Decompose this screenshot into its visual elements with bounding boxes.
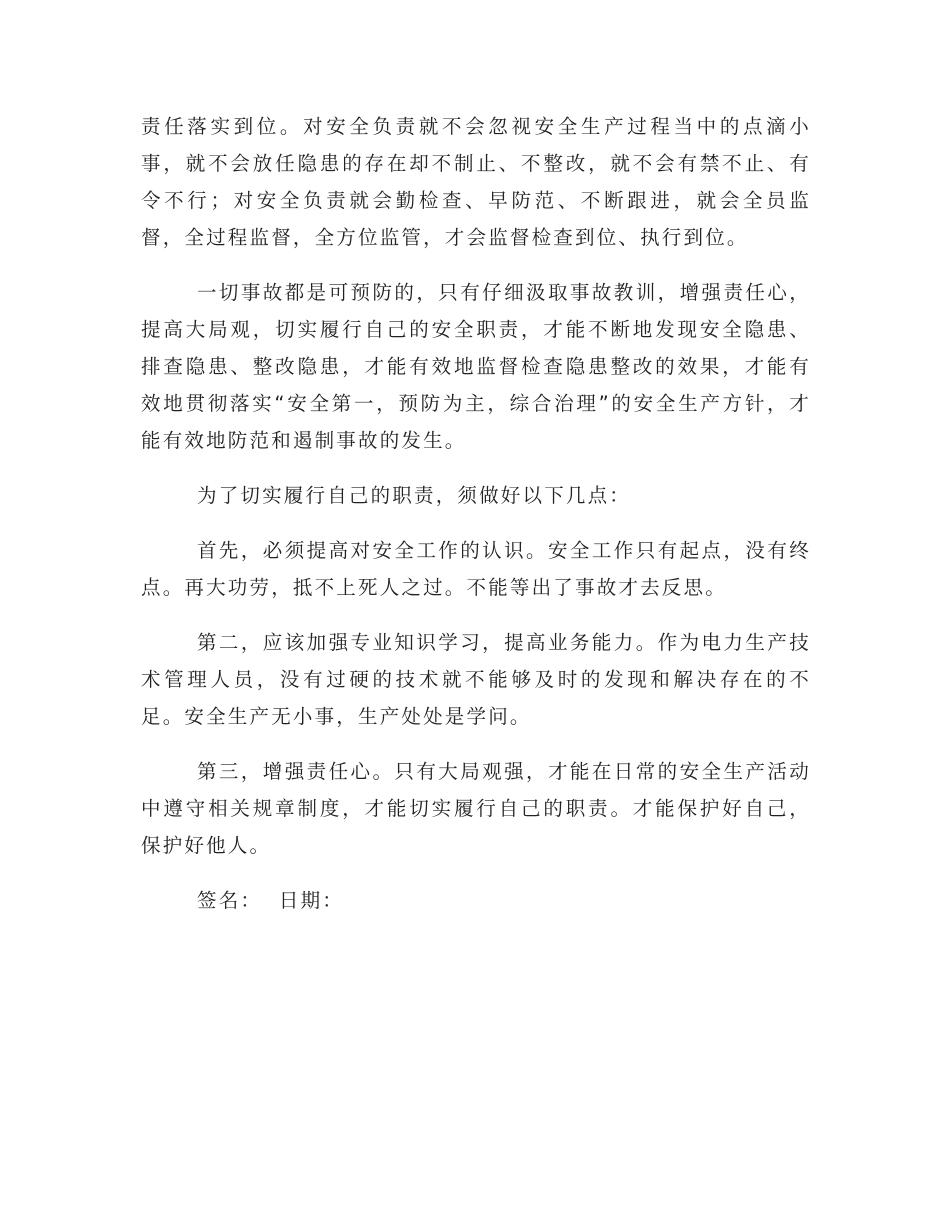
paragraph-duties-intro: 为了切实履行自己的职责，须做好以下几点： [197, 484, 632, 507]
paragraph-accident-prevention: 一切事故都是可预防的，只有仔细汲取事故教训，增强责任心，提高大局观，切实履行自己的安全职责，才能不断地发现安全隐患、排查隐患、整改隐患，才能有效地监督检查隐患整改的效果，才能有效地贯彻落实“安全第一，预防为主，综合治理”的安全生产方针，才能有效地防范和遏制事故的发生。 [141, 281, 811, 452]
paragraph-point-third: 第三，增强责任心。只有大局观强，才能在日常的安全生产活动中遵守相关规章制度，才能切实履行自己的职责。才能保护好自己，保护好他人。 [141, 760, 811, 857]
paragraph-responsibility: 责任落实到位。对安全负责就不会忽视安全生产过程当中的点滴小事，就不会放任隐患的存在却不制止、不整改，就不会有禁不止、有令不行；对安全负责就会勤检查、早防范、不断跟进，就会全员监督，全过程监督，全方位监管，才会监督检查到位、执行到位。 [141, 115, 811, 249]
paragraph-point-first: 首先，必须提高对安全工作的认识。安全工作只有起点，没有终点。再大功劳，抵不上死人之过。不能等出了事故才去反思。 [141, 539, 811, 599]
signature-date-line: 签名： 日期： [197, 889, 344, 912]
paragraph-point-second: 第二，应该加强专业知识学习，提高业务能力。作为电力生产技术管理人员，没有过硬的技术就不能够及时的发现和解决存在的不足。安全生产无小事，生产处处是学问。 [141, 631, 811, 728]
document-body [141, 108, 811, 919]
